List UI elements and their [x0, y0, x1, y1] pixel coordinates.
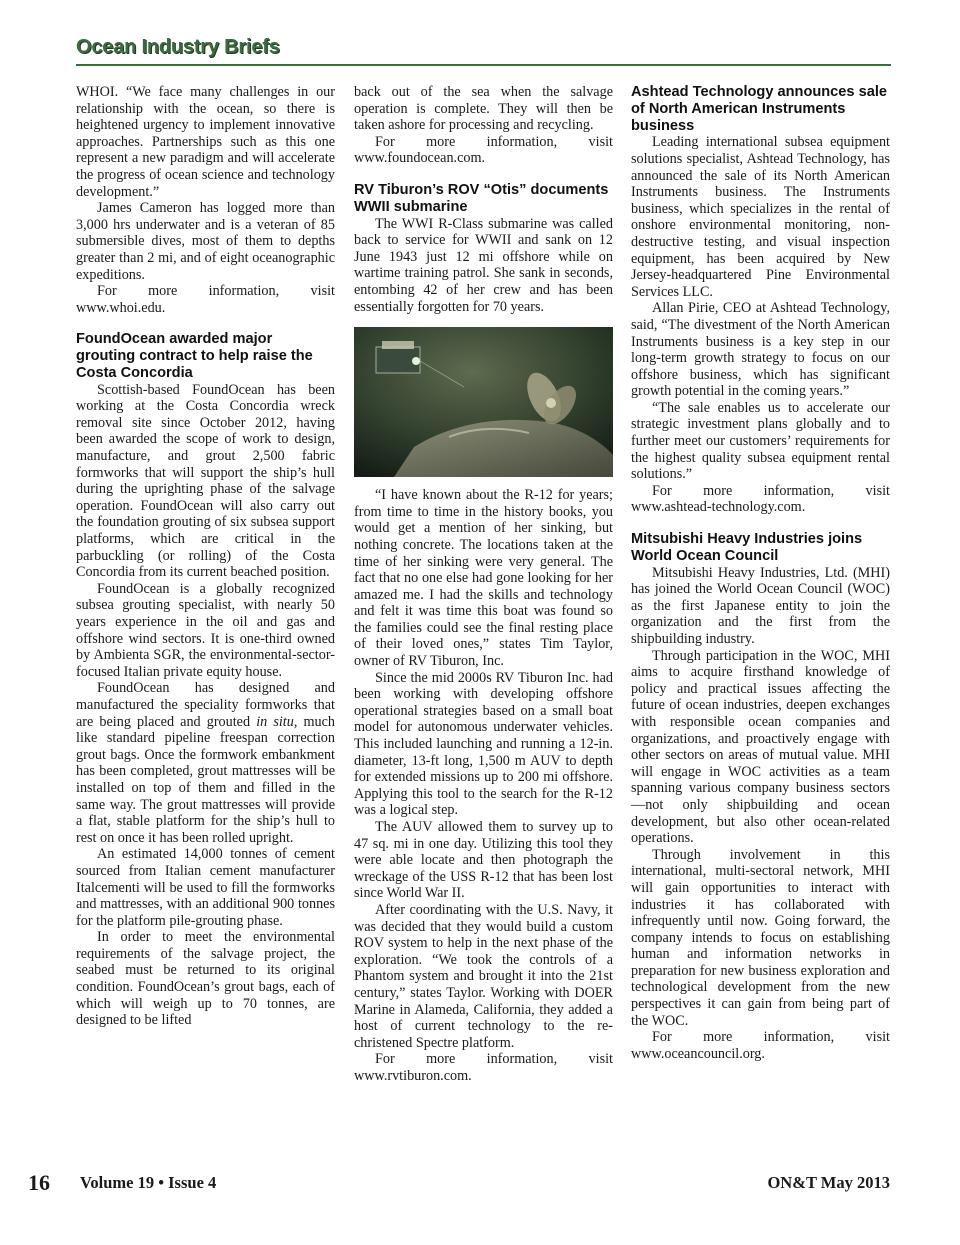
paragraph: For more information, visit www.foundocean.com. [354, 133, 613, 167]
headline-tiburon: RV Tiburon’s ROV “Otis” documents WWII submarine [354, 181, 609, 215]
paragraph: The AUV allowed them to survey up to 47 sq. mi in one day. Utilizing this tool they were able locate and then photograph the wreckage of the USS R-12 that has been lost since World War II. [354, 819, 613, 902]
column-3 [631, 84, 890, 1062]
column-2 [354, 84, 613, 1085]
paragraph: Leading international subsea equipment solutions specialist, Ashtead Technology, has announced the sale of its North American Instruments business. The Instruments business, which specializes in the rental of onshore environmental monitoring, non-destructive testing, and visual inspection equipment, has been acquired by New Jersey-headquartered Pine Environmental Services LLC. [631, 134, 890, 300]
paragraph: Mitsubishi Heavy Industries, Ltd. (MHI) has joined the World Ocean Council (WOC) as the first Japanese entity to join the organization and the first from the shipbuilding industry. [631, 564, 890, 648]
paragraph: For more information, visit www.ashtead-technology.com. [631, 482, 890, 516]
paragraph: James Cameron has logged more than 3,000 hrs underwater and is a veteran of 85 submersible dives, most of them to depths greater than 2 mi, and of eight oceanographic expeditions. [76, 200, 335, 283]
headline-mitsubishi: Mitsubishi Heavy Industries joins World Ocean Council [631, 531, 863, 564]
paragraph: FoundOcean is a globally recognized subsea grouting specialist, with nearly 50 years experience in the oil and gas and offshore wind sectors. It is one-third owned by Ambienta SGR, the environmental-sector-focused Italian private equity house. [76, 580, 335, 680]
paragraph: Since the mid 2000s RV Tiburon Inc. had been working with developing offshore operational strategies based on a small boat model for autonomous underwater vehicles. This included launching and running a 12-in. diameter, 13-ft long, 1,500 m AUV to depth for extended missions up to 200 mi offshore. Applying this tool to the search for the R-12 was a logical step. [354, 669, 613, 819]
paragraph: An estimated 14,000 tonnes of cement sourced from Italian cement manufacturer Italcementi will be used to fill the formworks and mattresses, with an additional 900 tonnes for the platform pile-grouting phase. [76, 846, 335, 929]
paragraph: “I have known about the R-12 for years; from time to time in the history books, you would get a mention of her sinking, but nothing concrete. The locations taken at the time of her sinking were very general. The fact that no one else had gone looking for her amazed me. I had the skills and technology and felt it was time this boat was found so the families could see the final resting place of their loved ones,” states Tim Taylor, owner of RV Tiburon, Inc. [354, 487, 613, 670]
page-footer [28, 1170, 890, 1194]
paragraph: FoundOcean has designed and manufactured the speciality formworks that are being placed and grouted in situ, much like standard pipeline freespan correction grout bags. Once the formwork embankment has been completed, grout mattresses will be installed on top of them and filled in the same way. The grout mattresses will provide a flat, stable platform for the ship’s hull to rest on once it has been rolled upright. [76, 680, 335, 846]
paragraph: The WWI R-Class submarine was called back to service for WWII and sank on 12 June 1943 just 12 mi offshore while on wartime training patrol. She sank in seconds, entombing 42 of her crew and has been essentially forgotten for 70 years. [354, 215, 613, 315]
page-number: 16 [28, 1170, 50, 1195]
paragraph: Through involvement in this international, multi-sectoral network, MHI will gain opportunities to interact with industries it has collaborated with infrequently until now. Going forward, the company intends to focus on establishing human and information networks in preparation for new business exploration and technological development from the new perspectives it can gain from being part of the WOC. [631, 846, 890, 1029]
rov-wreck-photo [354, 327, 613, 477]
paragraph: After coordinating with the U.S. Navy, it was decided that they would build a custom ROV system to help in the next phase of the exploration. “We took the controls of a Phantom system and brought it into the 21st century,” states Taylor. Working with DOER Marine in Alameda, California, they added a host of current technology to the re-christened Spectre platform. [354, 901, 613, 1051]
headline-ashtead: Ashtead Technology announces sale of North American Instruments business [631, 84, 887, 134]
paragraph: For more information, visit www.whoi.edu. [76, 283, 335, 316]
paragraph: Through participation in the WOC, MHI aims to acquire firsthand knowledge of policy and practical issues affecting the future of ocean industries, deepen exchanges with responsible ocean companies and organizations, and proactively engage with other sectors on areas of mutual value. MHI will engage in WOC activities as a team spanning various company business sectors—not only shipbuilding and ocean development, but also other ocean-related operations. [631, 647, 890, 847]
paragraph: Allan Pirie, CEO at Ashtead Technology, said, “The divestment of the North American Instruments business is a key step in our long-term growth strategy to focus on our offshore business, which has significant growth potential in the coming years.” [631, 300, 890, 400]
section-title: Ocean Industry Briefs [76, 36, 280, 58]
paragraph: WHOI. “We face many challenges in our relationship with the ocean, so there is heightened urgency to implement innovative approaches. Partnerships such as this one represent a new paradigm and will accelerate the progress of ocean science and technology development.” [76, 84, 335, 200]
paragraph: For more information, visit www.rvtiburon.com. [354, 1051, 613, 1084]
paragraph: “The sale enables us to accelerate our strategic investment plans globally and to further meet our customers’ requirements for the highest quality subsea equipment rental solutions.” [631, 399, 890, 483]
column-1 [76, 84, 335, 1029]
paragraph: Scottish-based FoundOcean has been working at the Costa Concordia wreck removal site since October 2012, having been awarded the scope of work to design, manufacture, and grout 2,500 fabric formworks that will support the ship’s hull during the uprighting phase of the salvage operation. FoundOcean will also carry out the foundation grouting of six subsea support platforms, which are critical in the parbuckling (or rolling) of the Costa Concordia from its current beached position. [76, 381, 335, 581]
paragraph: back out of the sea when the salvage operation is complete. They will then be taken ashore for processing and recycling. [354, 84, 613, 134]
publication-date: ON&T May 2013 [767, 1173, 890, 1192]
paragraph: For more information, visit www.oceancouncil.org. [631, 1029, 890, 1062]
paragraph: In order to meet the environmental requirements of the salvage project, the seabed must be returned to its original condition. FoundOcean’s grout bags, each of which will weigh up to 70 tonnes, are designed to be lifted [76, 929, 335, 1029]
header-rule [76, 64, 891, 66]
italic-term: in situ [256, 713, 294, 730]
headline-foundocean: FoundOcean awarded major grouting contract to help raise the Costa Concordia [76, 331, 313, 381]
volume-issue: Volume 19 • Issue 4 [80, 1173, 217, 1192]
